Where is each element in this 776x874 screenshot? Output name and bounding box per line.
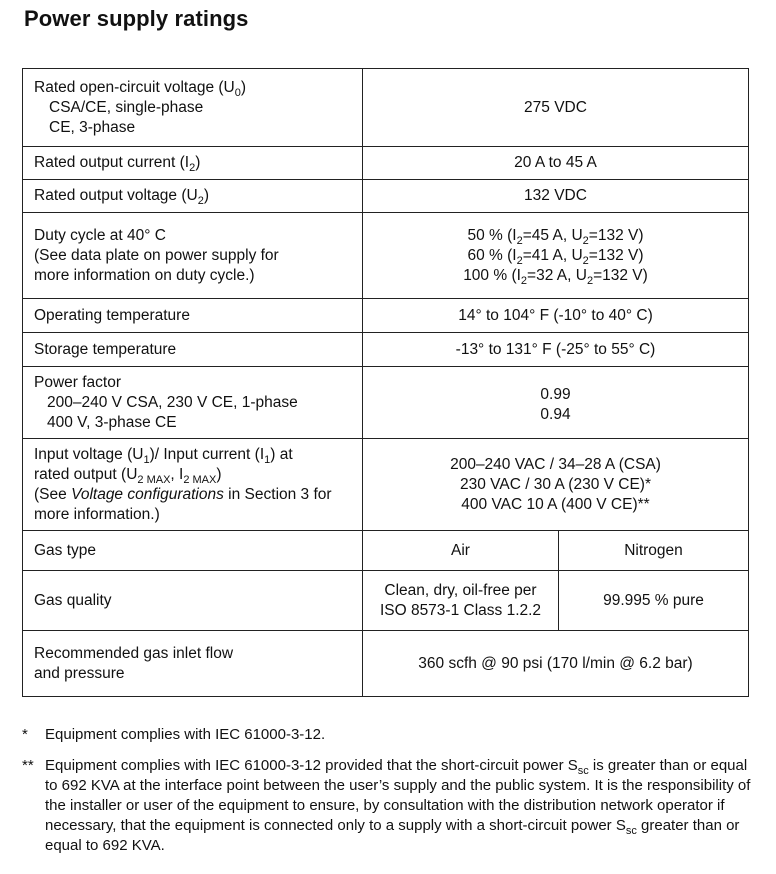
row-sublabel: CSA/CE, single-phase <box>49 98 204 116</box>
table-row <box>23 69 749 147</box>
row-sublabel: CE, 3-phase <box>49 118 136 136</box>
row-value: 20 A to 45 A <box>363 147 749 180</box>
table-row <box>23 213 749 299</box>
row-value: 275 VDC <box>363 69 749 147</box>
footnotes <box>22 725 752 867</box>
row-value: 50 % ($I_2=45$ A, $U_2=132$ V) 60 % ($I_2=41$ A, $U_2=132$ V) 100 % ($I_2=32$ A, $U_2=132$ V) <box>363 213 749 299</box>
row-label: Power factor 200–240 V CSA, 230 V CE, 1-phase 400 V, 3-phase CE <box>23 367 363 439</box>
table-row <box>23 333 749 367</box>
table-row <box>23 299 749 333</box>
row-label: Rated open-circuit voltage $(U_0)$ CSA/CE, single-phase CE, 3-phase <box>23 69 363 147</box>
footnote-1: * Equipment complies with IEC 61000-3-12. <box>22 726 326 743</box>
row-value: 0.99 0.94 <box>363 367 749 439</box>
table-row <box>23 571 749 631</box>
row-value-nitrogen: 99.995 % pure <box>559 571 749 631</box>
row-label: Input voltage $(U_1)/$ Input current $(I_1)$ at rated output ($U_{2 MAX}$, $I_{2 MAX}$) (See Voltage configurations in Section 3 for more information.) <box>23 439 363 531</box>
row-label: Rated output current $(I_2)$ <box>23 147 363 180</box>
row-value: 200–240 VAC / 34–28 A (CSA) 230 VAC / 30 A (230 V CE)* 400 VAC 10 A (400 V CE)** <box>363 439 749 531</box>
row-label: Gas type <box>23 531 363 571</box>
row-value: 360 scfh @ 90 psi (170 l/min @ 6.2 bar) <box>363 631 749 697</box>
table-row <box>23 439 749 531</box>
footnote-marker: * <box>22 726 28 743</box>
row-value-air: Air <box>363 531 559 571</box>
row-value: -13° to 131° F (-25° to 55° C) <box>363 333 749 367</box>
row-label: Recommended gas inlet flow and pressure <box>23 631 363 697</box>
table-row <box>23 367 749 439</box>
row-label: Gas quality <box>23 571 363 631</box>
row-value-nitrogen: Nitrogen <box>559 531 749 571</box>
table-row <box>23 631 749 697</box>
table-row <box>23 147 749 180</box>
page-title: Power supply ratings <box>24 6 249 31</box>
power-supply-ratings-table <box>22 68 749 697</box>
row-label: Operating temperature <box>23 299 363 333</box>
row-value: 14° to 104° F (-10° to 40° C) <box>363 299 749 333</box>
table-row <box>23 180 749 213</box>
row-label: Storage temperature <box>23 333 363 367</box>
row-label: Duty cycle at 40° C (See data plate on power supply for more information on duty cycle.) <box>23 213 363 299</box>
row-value: 132 VDC <box>363 180 749 213</box>
table-row <box>23 531 749 571</box>
row-value-air: Clean, dry, oil-free per ISO 8573-1 Class 1.2.2 <box>363 571 559 631</box>
row-label: Rated output voltage $(U_2)$ <box>23 180 363 213</box>
footnote-2: ** Equipment complies with IEC 61000-3-12 provided that the short-circuit power $S_{sc}$ is greater than or equal to 692 KVA at the interface point between the user’s supply and the public system. It is the responsibility of the installer or user of the equipment to ensure, by consultation with the distribution network operator if necessary, that the equipment is connected only to a supply with a short-circuit power $S_{sc}$ greater than or equal to 692 KVA. <box>22 757 751 854</box>
footnote-marker: ** <box>22 757 34 774</box>
